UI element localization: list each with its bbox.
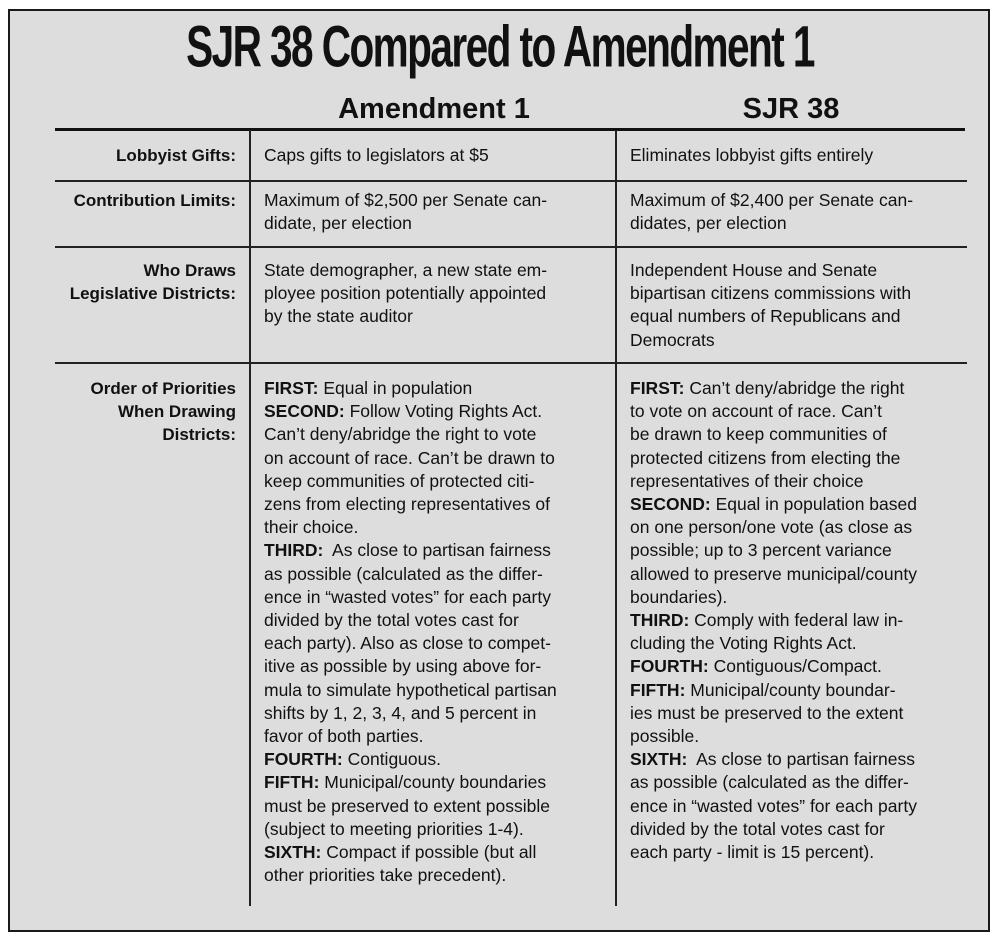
cell-line: SECOND: Equal in population based — [630, 494, 917, 515]
cell-line: Democrats — [630, 329, 715, 350]
cell-line: shifts by 1, 2, 3, 4, and 5 percent in — [264, 702, 537, 723]
cell-line: Maximum of $2,500 per Senate can- — [264, 190, 548, 210]
cell-sjr-contribution-limits — [630, 189, 913, 235]
column-divider — [249, 130, 251, 906]
cell-line: as possible (calculated as the differ- — [264, 563, 543, 584]
cell-line: THIRD: As close to partisan fairness — [264, 540, 551, 561]
cell-line: must be preserved to extent possible — [264, 795, 550, 816]
row-label-contribution-limits: Contribution Limits: — [73, 191, 236, 210]
cell-line: State demographer, a new state em- — [264, 260, 548, 280]
cell-line: SIXTH: As close to partisan fairness — [630, 749, 915, 770]
cell-line: Caps gifts to legislators at $5 — [264, 145, 489, 165]
cell-line: FOURTH: Contiguous/Compact. — [630, 656, 882, 677]
cell-line: bipartisan citizens commissions with — [630, 283, 912, 304]
column-header-amendment-1: Amendment 1 — [338, 93, 530, 125]
cell-line: be drawn to keep communities of — [630, 424, 887, 445]
cell-line: favor of both parties. — [264, 726, 424, 747]
cell-line: protected citizens from electing the — [630, 447, 901, 468]
cell-amendment-contribution-limits — [264, 189, 547, 235]
cell-line: possible; up to 3 percent variance — [630, 540, 892, 561]
cell-line: SECOND: Follow Voting Rights Act. — [264, 401, 543, 422]
cell-line: allowed to preserve municipal/county — [630, 563, 917, 584]
column-header-sjr-38: SJR 38 — [742, 93, 840, 125]
cell-line: FOURTH: Contiguous. — [264, 749, 441, 770]
cell-line: didates, per election — [630, 213, 787, 234]
cell-line: on one person/one vote (as close as — [630, 517, 913, 538]
cell-line: Eliminates lobbyist gifts entirely — [630, 145, 874, 165]
cell-line: to vote on account of race. Can’t — [630, 401, 882, 422]
cell-line: each party). Also as close to compet- — [264, 633, 551, 654]
cell-line: zens from electing representatives of — [264, 494, 550, 515]
cell-line: keep communities of protected citi- — [264, 470, 535, 491]
cell-line: mula to simulate hypothetical partisan — [264, 679, 557, 700]
row-label-order-of-priorities: Order of Priorities When Drawing Districts: — [90, 379, 236, 444]
row-divider — [55, 362, 967, 364]
cell-line: FIRST: Can’t deny/abridge the right — [630, 378, 905, 398]
cell-line: ence in “wasted votes” for each party — [264, 586, 551, 607]
cell-line: SIXTH: Compact if possible (but all — [264, 842, 537, 863]
cell-sjr-who-draws — [630, 259, 911, 352]
cell-line: didate, per election — [264, 213, 412, 234]
cell-amendment-priorities — [264, 377, 557, 887]
cell-amendment-who-draws — [264, 259, 547, 329]
cell-line: cluding the Voting Rights Act. — [630, 633, 857, 654]
row-divider — [55, 246, 967, 248]
cell-line: itive as possible by using above for- — [264, 656, 542, 677]
cell-line: on account of race. Can’t be drawn to — [264, 447, 555, 468]
cell-line: representatives of their choice — [630, 470, 864, 491]
cell-line: their choice. — [264, 517, 359, 538]
cell-line: FIFTH: Municipal/county boundar- — [630, 679, 896, 700]
cell-sjr-priorities — [630, 377, 917, 864]
cell-line: other priorities take precedent). — [264, 865, 507, 886]
cell-line: Maximum of $2,400 per Senate can- — [630, 190, 914, 210]
cell-line: equal numbers of Republicans and — [630, 306, 901, 327]
row-label-who-draws-districts: Who Draws Legislative Districts: — [69, 261, 236, 303]
cell-line: as possible (calculated as the differ- — [630, 772, 909, 793]
cell-line: Independent House and Senate — [630, 260, 878, 280]
cell-line: each party - limit is 15 percent). — [630, 842, 875, 863]
cell-line: Can’t deny/abridge the right to vote — [264, 424, 537, 445]
cell-line: FIFTH: Municipal/county boundaries — [264, 772, 547, 793]
header-rule — [55, 128, 965, 131]
cell-line: ployee position potentially appointed — [264, 283, 547, 304]
column-divider — [615, 130, 617, 906]
cell-line: FIRST: Equal in population — [264, 378, 473, 398]
cell-line: ies must be preserved to the extent — [630, 702, 904, 723]
cell-line: divided by the total votes cast for — [630, 818, 885, 839]
cell-line: by the state auditor — [264, 306, 413, 327]
row-divider — [55, 180, 967, 182]
row-label-lobbyist-gifts: Lobbyist Gifts: — [116, 146, 236, 165]
cell-line: boundaries). — [630, 586, 728, 607]
cell-line: possible. — [630, 726, 700, 747]
cell-line: THIRD: Comply with federal law in- — [630, 610, 904, 631]
cell-line: (subject to meeting priorities 1-4). — [264, 818, 524, 839]
cell-line: divided by the total votes cast for — [264, 610, 519, 631]
page-title: SJR 38 Compared to Amendment 1 — [186, 14, 814, 80]
cell-amendment-lobbyist-gifts — [264, 144, 489, 167]
cell-sjr-lobbyist-gifts — [630, 144, 873, 167]
cell-line: ence in “wasted votes” for each party — [630, 795, 917, 816]
